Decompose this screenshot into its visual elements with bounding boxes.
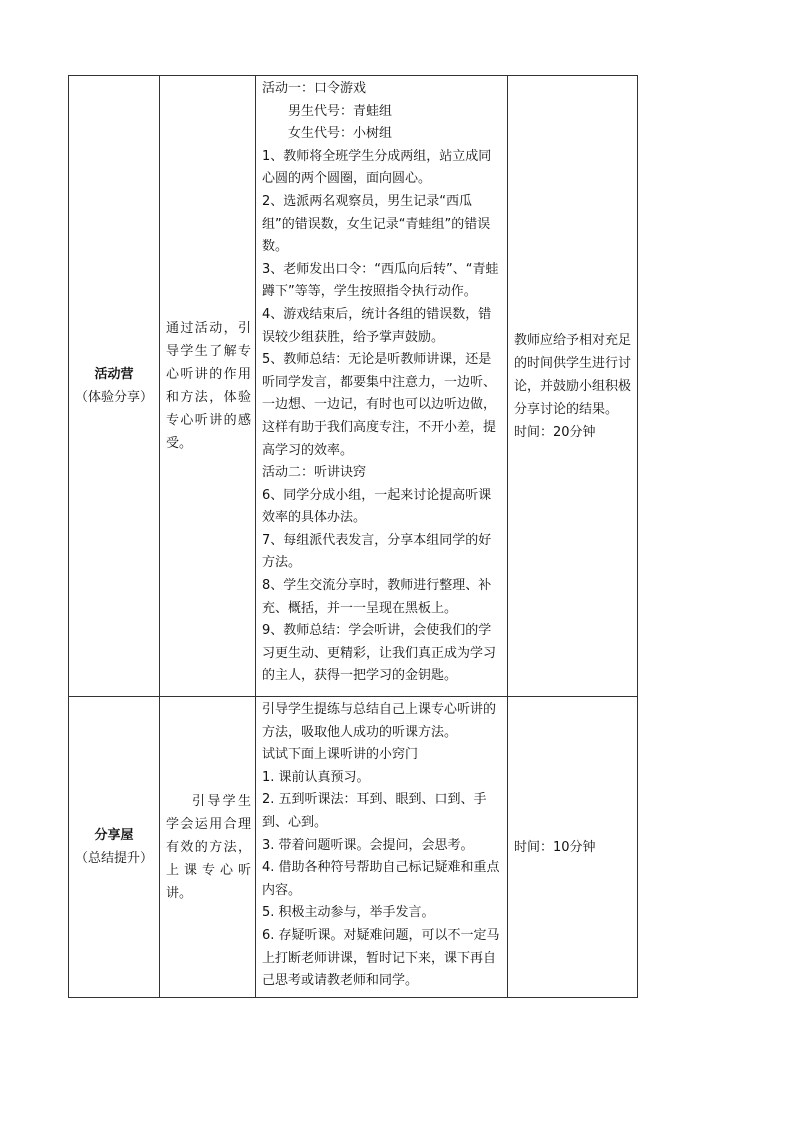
activity-heading: 活动二：听讲诀窍 (262, 465, 367, 481)
activity-heading: 活动一：口令游戏 (262, 81, 367, 96)
stage-cell (69, 76, 160, 697)
note-text: 教师应给予相对充足的时间供学生进行讨论，并鼓励小组积极分享讨论的结果。 (514, 332, 632, 417)
content-line: 1. 课前认真预习。 (262, 769, 370, 785)
content-cell (256, 76, 508, 697)
content-line: 8、学生交流分享时，教师进行整理、补充、概括，并一一呈现在黑板上。 (262, 578, 492, 616)
content-line: 男生代号：青蛙组 (288, 103, 393, 119)
content-line: 3、老师发出口令：“西瓜向后转”、“青蛙蹲下”等等，学生按照指令执行动作。 (262, 261, 499, 300)
content-line: 6、同学分成小组，一起来讨论提高听课效率的具体办法。 (262, 487, 492, 526)
content-line: 9、教师总结：学会听讲，会使我们的学习更生动、更精彩，让我们真正成为学习的主人，获得一把学习的金钥匙。 (262, 623, 497, 684)
stage-name: 分享屋 (94, 828, 134, 843)
lesson-plan-table (68, 75, 638, 998)
content-line: 7、每组派代表发言，分享本组同学的好方法。 (262, 532, 492, 571)
goal-cell: 引导学生学会运用合理有效的方法，上课专心听讲。 (160, 697, 256, 998)
time-text: 时间：10分钟 (514, 839, 596, 855)
content-cell (256, 697, 508, 998)
content-line: 女生代号：小树组 (288, 126, 393, 142)
content-line: 6. 存疑听课。对疑难问题，可以不一定马上打断老师讲课，暂时记下来，课下再自己思考或请教老师和同学。 (262, 927, 500, 989)
note-cell (508, 76, 638, 697)
stage-name: 活动营 (94, 367, 134, 382)
content-line: 2. 五到听课法：耳到、眼到、口到、手到、心到。 (262, 792, 487, 830)
content-line: 2、选派两名观察员，男生记录“西瓜组”的错误数，女生记录“青蛙组”的错误数。 (262, 193, 491, 255)
content-line: 试试下面上课听讲的小窍门 (262, 747, 419, 763)
table-row (69, 697, 638, 998)
content-line: 3. 带着问题听课。会提问，会思考。 (262, 837, 474, 853)
stage-subtitle: （总结提升） (74, 851, 153, 866)
content-line: 5. 积极主动参与，举手发言。 (262, 905, 435, 921)
table-row (69, 76, 638, 697)
content-line: 1、教师将全班学生分成两组，站立成同心圆的两个圆圈，面向圆心。 (262, 148, 492, 187)
stage-cell (69, 697, 160, 998)
content-line: 引导学生提练与总结自己上课专心听讲的方法，吸取他人成功的听课方法。 (262, 702, 497, 740)
time-text: 时间：20分钟 (514, 424, 596, 440)
note-cell (508, 697, 638, 998)
stage-subtitle: （体验分享） (74, 390, 153, 405)
content-line: 4、游戏结束后，统计各组的错误数，错误较少组获胜，给予掌声鼓励。 (262, 306, 492, 345)
content-line: 5、教师总结：无论是听教师讲课，还是听同学发言，都要集中注意力，一边听、一边想、一边记，有时也可以边听边做，这样有助于我们高度专注，不开小差，提高学习的效率。 (262, 352, 497, 458)
goal-cell: 通过活动，引导学生了解专心听讲的作用和方法，体验专心听讲的感受。 (160, 76, 256, 697)
content-line: 4. 借助各种符号帮助自己标记疑难和重点内容。 (262, 860, 500, 898)
